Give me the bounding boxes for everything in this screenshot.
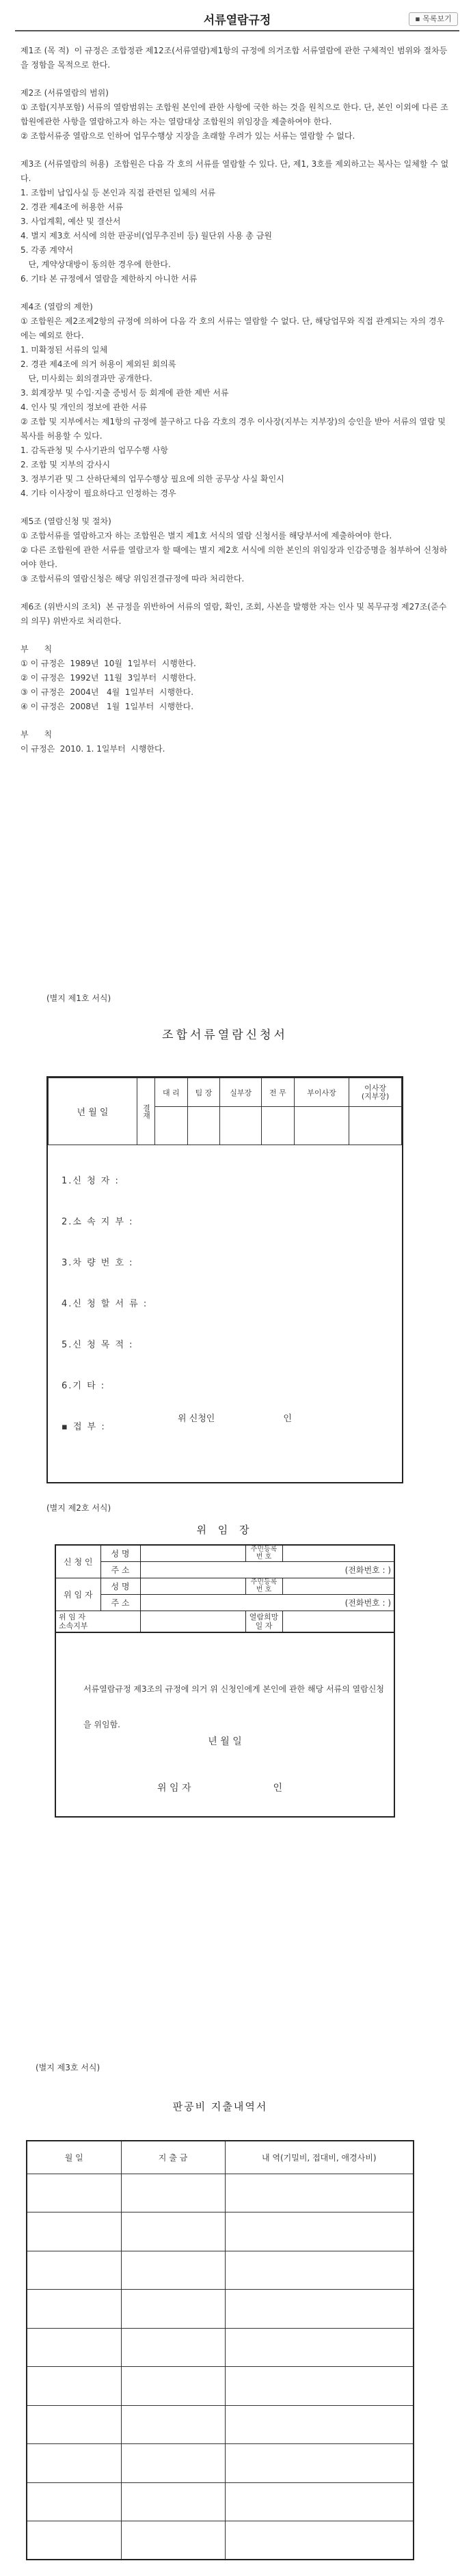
expense-amount-cell[interactable] bbox=[121, 2174, 225, 2212]
expense-row bbox=[27, 2482, 414, 2521]
expense-date-cell[interactable] bbox=[27, 2212, 121, 2251]
article-line: ① 조합원은 제2조제2항의 규정에 의하여 다음 각 호의 서류는 열람할 수 없다. 단, 해당업무와 직접 관계되는 자의 경우에는 예외로 한다. bbox=[21, 316, 445, 340]
form1-item[interactable]: ▪ 접 부 : bbox=[62, 1422, 106, 1432]
form1-approval-grid bbox=[48, 1078, 402, 1145]
form2-sign-line bbox=[157, 1781, 282, 1794]
form1-caption: (별지 제1호 서식) bbox=[46, 994, 111, 1003]
article-line: ④ 이 규정은 2008년 1월 1일부터 시행한다. bbox=[21, 702, 194, 711]
expense-detail-cell[interactable] bbox=[225, 2482, 414, 2521]
expense-row bbox=[27, 2290, 414, 2329]
form1-item[interactable]: 2.소 속 지 부 : bbox=[62, 1217, 134, 1227]
expense-date-cell[interactable] bbox=[27, 2482, 121, 2521]
expense-amount-cell[interactable] bbox=[121, 2482, 225, 2521]
expense-detail-cell[interactable] bbox=[225, 2444, 414, 2483]
expense-amount-cell[interactable] bbox=[121, 2444, 225, 2483]
approver-sign-cell[interactable] bbox=[262, 1107, 295, 1145]
expense-date-cell[interactable] bbox=[27, 2405, 121, 2444]
article-line: 2. 경관 제4조에 의거 허용이 제외된 회의록 bbox=[21, 359, 176, 369]
seal-mark: 인 bbox=[273, 1783, 283, 1794]
expense-header-amount: 지 출 금 bbox=[121, 2141, 225, 2174]
expense-amount-cell[interactable] bbox=[121, 2367, 225, 2406]
approver-cell: 부이사장 bbox=[294, 1078, 349, 1107]
form1-applicant: 위 신청인 bbox=[178, 1414, 215, 1424]
expense-amount-cell[interactable] bbox=[121, 2521, 225, 2560]
article-line: 이 규정은 2010. 1. 1일부터 시행한다. bbox=[21, 744, 165, 754]
article-line: 제5조 (열람신청 및 절차) bbox=[21, 517, 111, 526]
expense-date-cell[interactable] bbox=[27, 2251, 121, 2290]
approver-cell: 실부장 bbox=[220, 1078, 262, 1107]
expense-row bbox=[27, 2367, 414, 2406]
spacer bbox=[21, 629, 451, 642]
page-header bbox=[15, 5, 459, 31]
applicant-name-field[interactable] bbox=[140, 1545, 245, 1561]
expense-table bbox=[26, 2140, 414, 2560]
form2-info-table bbox=[55, 1544, 395, 1633]
form2-body bbox=[55, 1629, 395, 1818]
approver-cell: 전 무 bbox=[262, 1078, 295, 1107]
approver-sign-cell[interactable] bbox=[220, 1107, 262, 1145]
form2-period-label: 열람희망 일 자 bbox=[245, 1611, 282, 1632]
expense-detail-cell[interactable] bbox=[225, 2212, 414, 2251]
expense-amount-cell[interactable] bbox=[121, 2251, 225, 2290]
article-line: 부 칙 bbox=[21, 644, 53, 654]
form2-title: 위 임 장 bbox=[196, 1524, 254, 1536]
approver-sign-cell[interactable] bbox=[294, 1107, 349, 1145]
article-line: 3. 회계장부 및 수입·지출 증빙서 등 회계에 관한 제반 서류 bbox=[21, 388, 229, 398]
expense-date-cell[interactable] bbox=[27, 2174, 121, 2212]
article-line: 단, 미사회는 회의결과만 공개한다. bbox=[21, 374, 152, 383]
expense-date-cell[interactable] bbox=[27, 2328, 121, 2367]
form1-application bbox=[46, 1076, 403, 1483]
expense-date-cell[interactable] bbox=[27, 2290, 121, 2329]
article-line: 3. 정부기관 및 그 산하단체의 업무수행상 필요에 의한 공무상 사실 확인시 bbox=[21, 474, 284, 484]
form1-item[interactable]: 3.차 량 번 호 : bbox=[62, 1258, 134, 1268]
spacer bbox=[21, 501, 451, 515]
form2-rrn-label: 주민등록 번 호 bbox=[245, 1545, 282, 1561]
article-line: 4. 기타 이사장이 필요하다고 인정하는 경우 bbox=[21, 489, 176, 498]
form2-delegate-label: 위 임 자 bbox=[55, 1578, 100, 1611]
spacer bbox=[21, 72, 451, 86]
article-line: ① 조합(지부포함) 서류의 열람범위는 조합원 본인에 관한 사항에 국한 하는 것을 원칙으로 한다. 단, 본인 이외에 다른 조합원에관한 사항을 열람하고자 하는 자는 열람대상 조합원의 위임장을 제출하여야 한다. bbox=[21, 102, 448, 126]
form1-date: 년 월 일 bbox=[49, 1078, 137, 1145]
approver-cell: 팀 장 bbox=[187, 1078, 220, 1107]
expense-row bbox=[27, 2521, 414, 2560]
form2-applicant-label: 신 청 인 bbox=[55, 1545, 100, 1578]
expense-date-cell[interactable] bbox=[27, 2444, 121, 2483]
seal-mark: 인 bbox=[283, 1414, 292, 1424]
article-line: ② 이 규정은 1992년 11월 3일부터 시행한다. bbox=[21, 673, 196, 683]
expense-row bbox=[27, 2444, 414, 2483]
expense-amount-cell[interactable] bbox=[121, 2290, 225, 2329]
form1-item[interactable]: 4.신 청 할 서 류 : bbox=[62, 1299, 148, 1309]
expense-row bbox=[27, 2328, 414, 2367]
form1-title: 조합서류열람신청서 bbox=[162, 1028, 288, 1042]
delegate-address-field[interactable]: (전화번호 : ) bbox=[140, 1594, 394, 1611]
article-line: 6. 기타 본 규정에서 열람을 제한하지 아니한 서류 bbox=[21, 274, 198, 284]
article-line: ③ 이 규정은 2004년 4월 1일부터 시행한다. bbox=[21, 687, 194, 697]
approver-cell: 이사장 (지부장) bbox=[349, 1078, 402, 1107]
form1-item[interactable]: 5.신 청 목 적 : bbox=[62, 1340, 134, 1350]
back-to-list-button[interactable]: ▪ 목록보기 bbox=[409, 12, 458, 26]
article-line: 제6조 (위반시의 조치) 본 규정을 위반하여 서류의 열람, 확인, 조회, 사본을 발행한 자는 인사 및 복무규정 제27조(준수의 의무) 위반자로 처리한다. bbox=[21, 602, 447, 626]
article-line: ① 이 규정은 1989년 10월 1일부터 시행한다. bbox=[21, 659, 196, 668]
expense-header-date: 월 일 bbox=[27, 2141, 121, 2174]
delegate-rrn-field[interactable] bbox=[282, 1578, 394, 1594]
article-line: 3. 사업계획, 예산 및 결산서 bbox=[21, 217, 121, 226]
article-line: 2. 조합 및 지부의 감사시 bbox=[21, 460, 111, 469]
form2-address-label: 주 소 bbox=[100, 1561, 140, 1578]
form1-applicant-line bbox=[178, 1411, 292, 1424]
expense-header-detail: 내 역(기밀비, 접대비, 애경사비) bbox=[225, 2141, 414, 2174]
expense-detail-cell[interactable] bbox=[225, 2174, 414, 2212]
expense-row bbox=[27, 2212, 414, 2251]
expense-detail-cell[interactable] bbox=[225, 2328, 414, 2367]
expense-date-cell[interactable] bbox=[27, 2367, 121, 2406]
expense-detail-cell[interactable] bbox=[225, 2290, 414, 2329]
approver-sign-cell[interactable] bbox=[187, 1107, 220, 1145]
expense-detail-cell[interactable] bbox=[225, 2521, 414, 2560]
form3-title: 판공비 지출내역서 bbox=[172, 2100, 268, 2113]
expense-amount-cell[interactable] bbox=[121, 2212, 225, 2251]
expense-detail-cell[interactable] bbox=[225, 2251, 414, 2290]
article-line: ① 조합서류를 열람하고자 하는 조합원은 별지 제1호 서식의 열람 신청서를 해당부서에 제출하여야 한다. bbox=[21, 531, 392, 540]
article-line: ② 다른 조합원에 관한 서류를 열람코자 할 때에는 별지 제2호 서식에 의한 본인의 위임장과 인감증명을 첨부하여 신청하여야 한다. bbox=[21, 545, 448, 569]
article-line: ③ 조합서류의 열람신청은 해당 위임전결규정에 따라 처리한다. bbox=[21, 574, 245, 584]
approver-cell: 대 리 bbox=[155, 1078, 188, 1107]
form2-address-label: 주 소 bbox=[100, 1594, 140, 1611]
expense-detail-cell[interactable] bbox=[225, 2367, 414, 2406]
form1-item[interactable]: 6.기 타 : bbox=[62, 1381, 106, 1391]
form2-name-label: 성 명 bbox=[100, 1545, 140, 1561]
approver-sign-cell[interactable] bbox=[349, 1107, 402, 1145]
form2-name-label: 성 명 bbox=[100, 1578, 140, 1594]
article-line: 제4조 (열람의 제한) bbox=[21, 302, 93, 312]
article-line: 단, 계약상대방이 동의한 경우에 한한다. bbox=[21, 260, 171, 269]
page-title: 서류열람규정 bbox=[203, 14, 271, 27]
spacer bbox=[21, 143, 451, 157]
regulation-articles bbox=[21, 44, 451, 756]
article-line: 4. 별지 제3호 서식에 의한 판공비(업무추진비 등) 월단위 사용 총 금원 bbox=[21, 231, 272, 241]
article-line: ② 조합 및 지부에서는 제1항의 규정에 불구하고 다음 각호의 경우 이사장(지부는 지부장)의 승인을 받아 서류의 열람 및 복사를 허용할 수 있다. bbox=[21, 417, 448, 441]
form2-caption: (별지 제2호 서식) bbox=[46, 1503, 111, 1513]
form2-body-text: 서류열람규정 제3조의 규정에 의거 위 신청인에게 본인에 관한 해당 서류의 열람신청을 위임함. bbox=[83, 1684, 384, 1729]
form2-branch-label: 위 임 자 소속지부 bbox=[55, 1611, 140, 1632]
form1-item[interactable]: 1.신 청 자 : bbox=[62, 1176, 120, 1186]
article-line: 제2조 (서류열람의 범위) bbox=[21, 88, 109, 98]
form2-delegate-sign: 위 임 자 bbox=[157, 1783, 191, 1794]
article-line: 2. 경관 제4조에 허용한 서류 bbox=[21, 202, 124, 212]
applicant-rrn-field[interactable] bbox=[282, 1545, 394, 1561]
form1-approval-label: 결재 bbox=[137, 1078, 155, 1145]
expense-amount-cell[interactable] bbox=[121, 2405, 225, 2444]
expense-row bbox=[27, 2251, 414, 2290]
article-line: 부 칙 bbox=[21, 730, 53, 739]
expense-detail-cell[interactable] bbox=[225, 2405, 414, 2444]
article-line: 1. 미확정된 서류의 일체 bbox=[21, 345, 108, 355]
form3-caption: (별지 제3호 서식) bbox=[36, 2063, 100, 2072]
expense-date-cell[interactable] bbox=[27, 2521, 121, 2560]
form2-rrn-label: 주민등록 번 호 bbox=[245, 1578, 282, 1594]
delegate-name-field[interactable] bbox=[140, 1578, 245, 1594]
article-line: 1. 조합비 납입사실 등 본인과 직접 관련된 일체의 서류 bbox=[21, 188, 216, 197]
article-line: ② 조합서류중 열람으로 인하여 업무수행상 지장을 초래할 우려가 있는 서류는 열람할 수 없다. bbox=[21, 131, 355, 141]
spacer bbox=[21, 714, 451, 728]
article-line: 제3조 (서류열람의 허용) 조합원은 다음 각 호의 서류를 열람할 수 있다. 단, 제1, 3호를 제외하고는 복사는 일체할 수 없다. bbox=[21, 159, 449, 183]
article-line: 제1조 (목 적) 이 규정은 조합정관 제12조(서류열람)제1항의 규정에 의거조합 서류열람에 관한 구체적인 범위와 절차등을 정함을 목적으로 한다. bbox=[21, 46, 448, 70]
expense-row bbox=[27, 2405, 414, 2444]
approver-sign-cell[interactable] bbox=[155, 1107, 188, 1145]
article-line: 4. 인사 및 개인의 정보에 관한 서류 bbox=[21, 402, 148, 412]
expense-row bbox=[27, 2174, 414, 2212]
article-line: 1. 감독관청 및 수사기관의 업무수행 사항 bbox=[21, 446, 168, 455]
article-line: 5. 각종 계약서 bbox=[21, 245, 74, 255]
expense-amount-cell[interactable] bbox=[121, 2328, 225, 2367]
applicant-address-field[interactable]: (전화번호 : ) bbox=[140, 1561, 394, 1578]
spacer bbox=[21, 286, 451, 300]
spacer bbox=[21, 586, 451, 600]
form2-date: 년 월 일 bbox=[208, 1736, 242, 1747]
